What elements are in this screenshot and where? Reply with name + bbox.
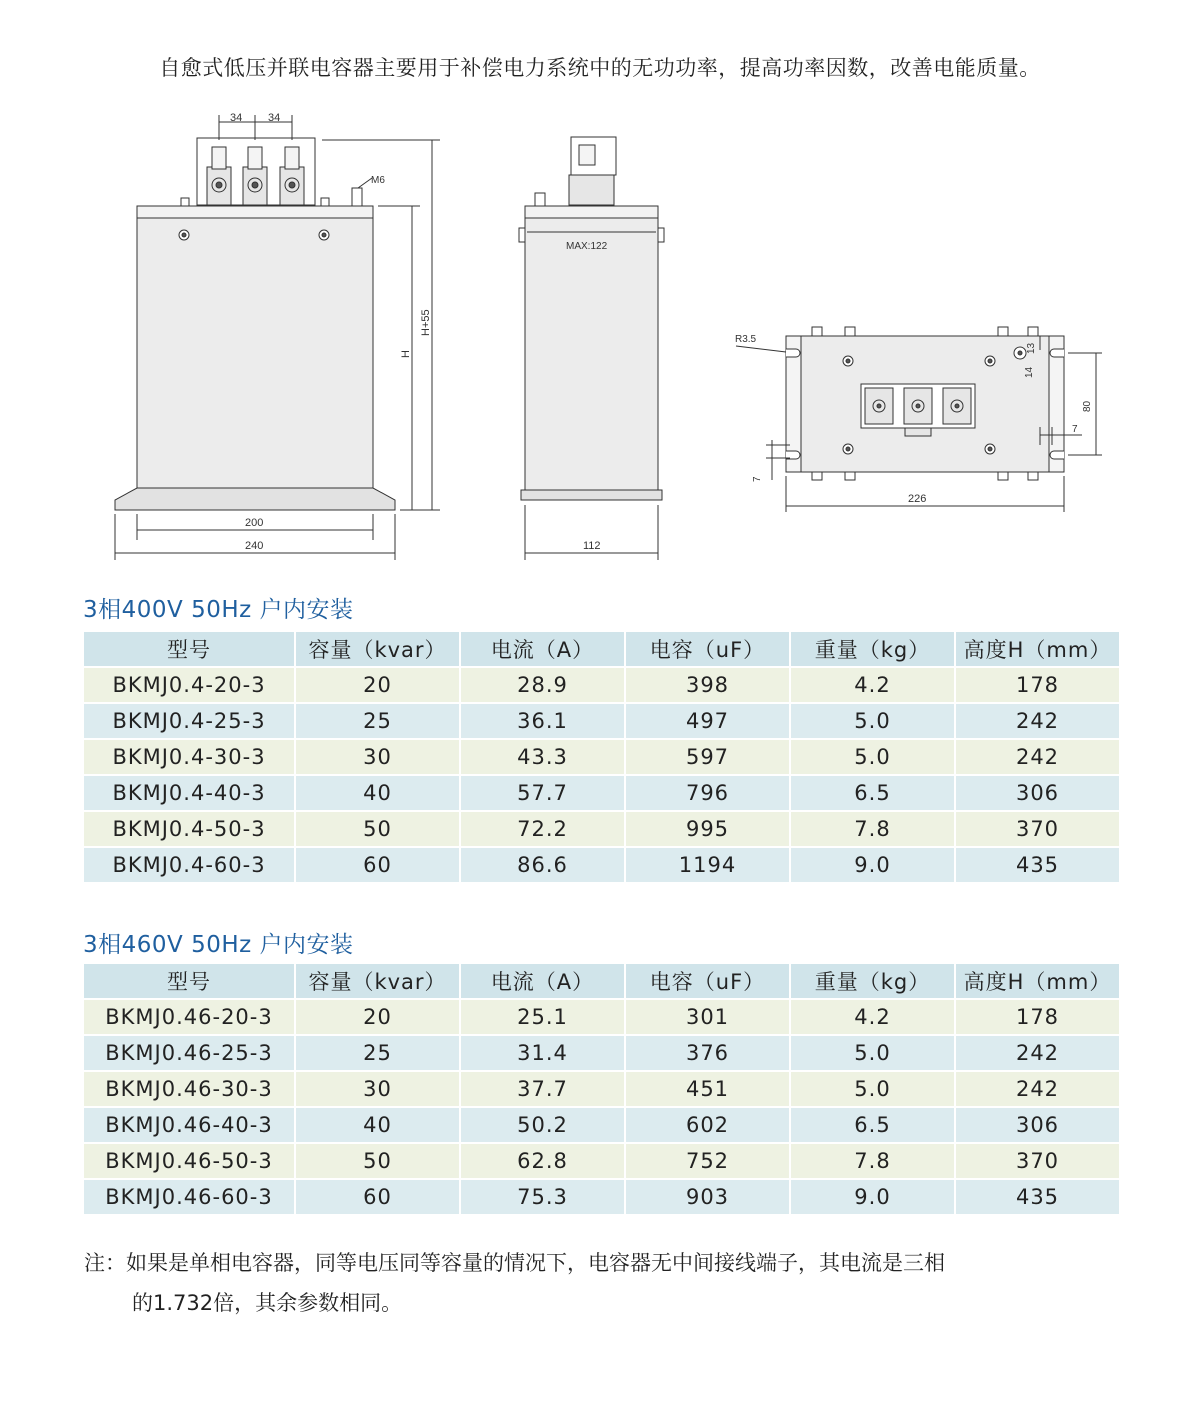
cell: BKMJ0.46-25-3 xyxy=(84,1036,294,1070)
cell: 6.5 xyxy=(791,1108,954,1142)
dim-hole-small: 14 xyxy=(1024,366,1035,378)
header-capacity: 容量（kvar） xyxy=(296,632,459,666)
cell: 903 xyxy=(626,1180,789,1214)
cell: 30 xyxy=(296,740,459,774)
footnote xyxy=(84,1243,945,1323)
cell: 9.0 xyxy=(791,1180,954,1214)
cell: 4.2 xyxy=(791,1000,954,1034)
cell: 7.8 xyxy=(791,1144,954,1178)
dim-pitch-b: 34 xyxy=(268,112,281,124)
cell: 5.0 xyxy=(791,1072,954,1106)
cell: 178 xyxy=(956,668,1119,702)
cell: 306 xyxy=(956,1108,1119,1142)
dim-h: H xyxy=(400,350,412,358)
dim-h-plus: H+55 xyxy=(420,309,432,336)
header-capacitance: 电容（uF） xyxy=(626,964,789,998)
cell: BKMJ0.4-30-3 xyxy=(84,740,294,774)
cell: 178 xyxy=(956,1000,1119,1034)
cell: 435 xyxy=(956,848,1119,882)
cell: 1194 xyxy=(626,848,789,882)
table-row xyxy=(84,1000,1119,1034)
dim-side-width: 112 xyxy=(583,540,601,552)
header-capacity: 容量（kvar） xyxy=(296,964,459,998)
cell: 25.1 xyxy=(461,1000,624,1034)
cell: 50 xyxy=(296,1144,459,1178)
cell: 31.4 xyxy=(461,1036,624,1070)
dim-outer-width: 240 xyxy=(245,540,264,552)
cell: BKMJ0.46-50-3 xyxy=(84,1144,294,1178)
dim-radius: R3.5 xyxy=(735,334,757,345)
table-header xyxy=(84,632,1119,666)
cell: 25 xyxy=(296,1036,459,1070)
cell: 242 xyxy=(956,1036,1119,1070)
cell: 75.3 xyxy=(461,1180,624,1214)
cell: BKMJ0.46-40-3 xyxy=(84,1108,294,1142)
cell: BKMJ0.4-60-3 xyxy=(84,848,294,882)
front-view xyxy=(115,115,440,560)
cell: 370 xyxy=(956,1144,1119,1178)
header-capacitance: 电容（uF） xyxy=(626,632,789,666)
header-model: 型号 xyxy=(84,632,294,666)
header-model: 型号 xyxy=(84,964,294,998)
cell: 242 xyxy=(956,704,1119,738)
header-height: 高度H（mm） xyxy=(956,964,1119,998)
cell: 20 xyxy=(296,668,459,702)
cell: 6.5 xyxy=(791,776,954,810)
cell: 995 xyxy=(626,812,789,846)
cell: BKMJ0.4-20-3 xyxy=(84,668,294,702)
cell: 370 xyxy=(956,812,1119,846)
cell: 25 xyxy=(296,704,459,738)
table-row xyxy=(84,848,1119,882)
table-row xyxy=(84,1072,1119,1106)
table-2-title: 3相460V 50Hz 户内安装 xyxy=(83,932,354,958)
cell: 796 xyxy=(626,776,789,810)
cell: 497 xyxy=(626,704,789,738)
cell: 5.0 xyxy=(791,1036,954,1070)
cell: 72.2 xyxy=(461,812,624,846)
footnote-line-2: 的1.732倍，其余参数相同。 xyxy=(132,1291,403,1315)
table-row xyxy=(84,740,1119,774)
cell: 752 xyxy=(626,1144,789,1178)
cell: 28.9 xyxy=(461,668,624,702)
cell: 40 xyxy=(296,1108,459,1142)
header-current: 电流（A） xyxy=(461,964,624,998)
cell: 9.0 xyxy=(791,848,954,882)
cell: BKMJ0.46-30-3 xyxy=(84,1072,294,1106)
cell: 50 xyxy=(296,812,459,846)
cell: 5.0 xyxy=(791,740,954,774)
spec-table-460v xyxy=(82,962,1121,1216)
cell: BKMJ0.4-50-3 xyxy=(84,812,294,846)
cell: 60 xyxy=(296,1180,459,1214)
table-1-title: 3相400V 50Hz 户内安装 xyxy=(83,597,354,623)
header-weight: 重量（kg） xyxy=(791,632,954,666)
intro-text: 自愈式低压并联电容器主要用于补偿电力系统中的无功功率，提高功率因数，改善电能质量。 xyxy=(159,56,1041,80)
cell: 376 xyxy=(626,1036,789,1070)
cell: 62.8 xyxy=(461,1144,624,1178)
cell: BKMJ0.46-60-3 xyxy=(84,1180,294,1214)
cell: BKMJ0.46-20-3 xyxy=(84,1000,294,1034)
dim-slot: 7 xyxy=(1072,424,1078,435)
header-height: 高度H（mm） xyxy=(956,632,1119,666)
table-row xyxy=(84,1108,1119,1142)
cell: 30 xyxy=(296,1072,459,1106)
table-row xyxy=(84,704,1119,738)
dim-bolt: M6 xyxy=(371,175,385,186)
dim-hole-pitch: 80 xyxy=(1082,400,1093,412)
cell: 60 xyxy=(296,848,459,882)
header-weight: 重量（kg） xyxy=(791,964,954,998)
header-current: 电流（A） xyxy=(461,632,624,666)
footnote-line-1: 注：如果是单相电容器，同等电压同等容量的情况下，电容器无中间接线端子，其电流是三相 xyxy=(84,1251,945,1275)
cell: 86.6 xyxy=(461,848,624,882)
cell: 435 xyxy=(956,1180,1119,1214)
table-row xyxy=(84,812,1119,846)
cell: BKMJ0.4-25-3 xyxy=(84,704,294,738)
table-row xyxy=(84,1180,1119,1214)
cell: 5.0 xyxy=(791,704,954,738)
cell: 40 xyxy=(296,776,459,810)
dim-slot-bottom: 7 xyxy=(752,476,763,482)
cell: 37.7 xyxy=(461,1072,624,1106)
side-view xyxy=(519,137,664,560)
cell: 36.1 xyxy=(461,704,624,738)
cell: 4.2 xyxy=(791,668,954,702)
table-row xyxy=(84,1144,1119,1178)
cell: 20 xyxy=(296,1000,459,1034)
cell: 242 xyxy=(956,740,1119,774)
dimension-drawings xyxy=(0,100,1200,570)
dim-inner-width: 200 xyxy=(245,517,264,529)
table-row xyxy=(84,1036,1119,1070)
bottom-view xyxy=(736,327,1102,512)
cell: 57.7 xyxy=(461,776,624,810)
spec-table-400v xyxy=(82,630,1121,884)
dim-pitch-a: 34 xyxy=(230,112,243,124)
table-header xyxy=(84,964,1119,998)
cell: 242 xyxy=(956,1072,1119,1106)
cell: 602 xyxy=(626,1108,789,1142)
table-row xyxy=(84,776,1119,810)
cell: 50.2 xyxy=(461,1108,624,1142)
table-row xyxy=(84,668,1119,702)
cell: 43.3 xyxy=(461,740,624,774)
dim-length: 226 xyxy=(908,493,927,505)
dim-top-offset: 13 xyxy=(1026,342,1037,354)
cell: 306 xyxy=(956,776,1119,810)
cell: 597 xyxy=(626,740,789,774)
cell: 451 xyxy=(626,1072,789,1106)
cell: 398 xyxy=(626,668,789,702)
cell: 7.8 xyxy=(791,812,954,846)
cell: BKMJ0.4-40-3 xyxy=(84,776,294,810)
dim-side-max: MAX:122 xyxy=(566,241,608,252)
cell: 301 xyxy=(626,1000,789,1034)
